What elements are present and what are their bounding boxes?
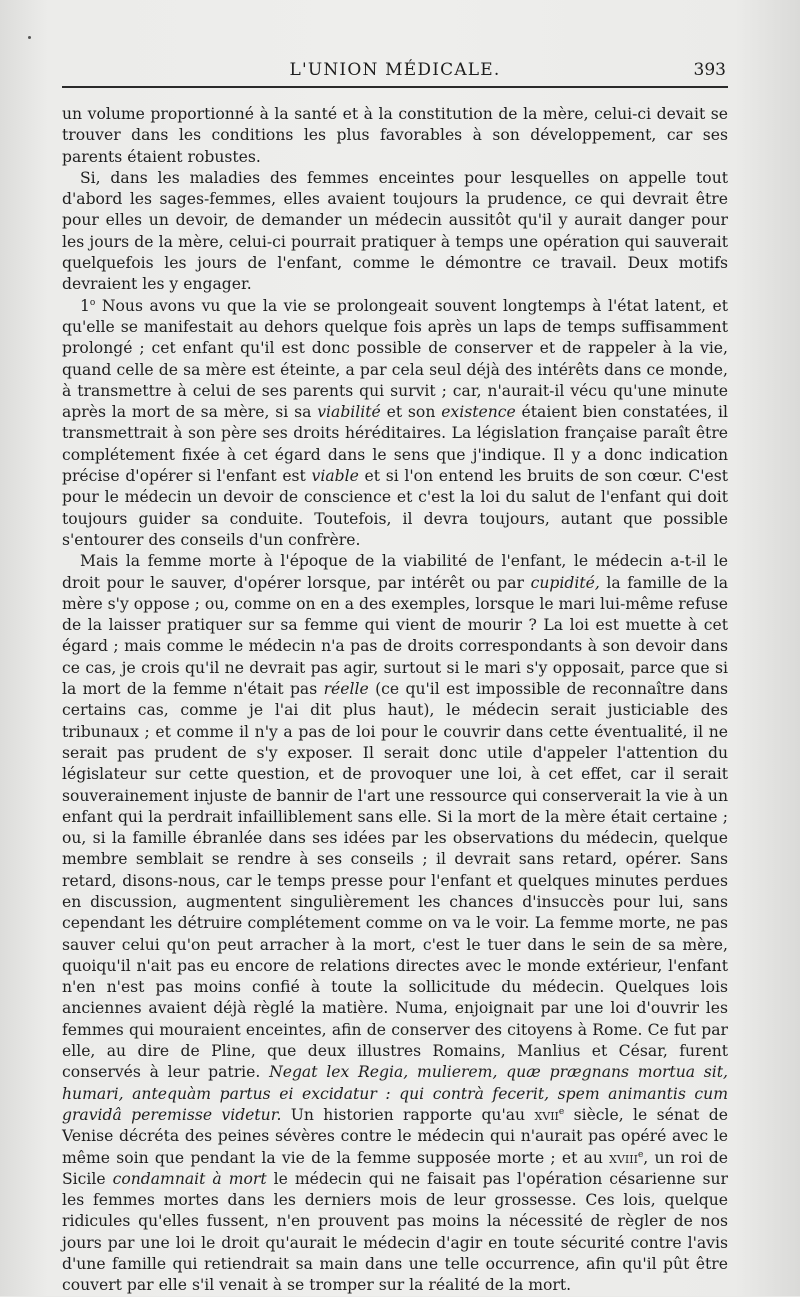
paragraph (62, 551, 728, 1296)
page-header (62, 58, 728, 88)
text-run: et son (380, 403, 442, 422)
text-run: Mais la femme morte à l'époque de la viabilité de l'enfant, le médecin a-t-il le droit pour le sauver, d'opérer lorsque, par intérêt ou par (62, 552, 728, 592)
text-run: étaient bien constatées, il transmettrait à son père ses droits héréditaires. La législation française paraît être complétement fixée à cet égard dans le sens que j'indique. Il y a donc indication précise d'opérer si l'enfant est (62, 403, 728, 486)
text-run: xviii (609, 1148, 638, 1167)
superscript-text: e (637, 1149, 644, 1160)
paragraph (62, 168, 728, 296)
text-run: un volume proportionné à la santé et à la constitution de la mère, celui-ci devait se trouver dans les conditions les plus favorables à son développement, car ses parents étaient robustes. (62, 105, 728, 166)
text-run: 1 (80, 296, 90, 315)
italic-text: viabilité (317, 403, 381, 422)
italic-text: réelle (323, 680, 369, 699)
italic-text: Negat lex Regia, mulierem, quæ prægnans mortua sit, humari, antequàm partus ei excidatur : qui contrà fecerit, spem animantis cum gravidâ peremisse videtur. (62, 1063, 728, 1124)
text-run: la famille de la mère s'y oppose ; ou, comme on en a des exemples, lorsque le mari lui-même refuse de la laisser pratiquer sur sa femme qui vient de mourir ? La loi est muette à cet égard ; mais comme le médecin n'a pas de droits correspondants à son devoir dans ce cas, je crois qu'il ne devrait pas agir, surtout si le mari s'y opposait, parce que si la mort de la femme n'était pas (62, 573, 729, 699)
paragraph (62, 104, 728, 168)
text-run: siècle, le sénat de Venise décréta des peines sévères contre le médecin qui n'aurait pas opéré avec le même soin que pendant la vie de la femme supposée morte ; et au (62, 1105, 728, 1167)
text-run: le médecin qui ne faisait pas l'opération césarienne sur les femmes mortes dans les derniers mois de leur grossesse. Ces lois, quelque ridicules qu'elles fussent, n'en prouvent pas moins la nécessité de règler de nos jours par une loi le droit qu'aurait le médecin d'agir en toute sécurité contre l'avis d'une famille qui retiendrait sa main dans une telle occurrence, afin qu'il pût être couvert par elle s'il venait à se tromper sur la réalité de la mort. (62, 1169, 728, 1295)
text-run: xvii (534, 1105, 559, 1124)
italic-text: existence (441, 403, 516, 422)
page-number: 393 (693, 60, 726, 80)
text-run: , un roi de Sicile (62, 1148, 728, 1188)
running-title: L'UNION MÉDICALE. (289, 60, 501, 80)
italic-text: cupidité, (530, 573, 600, 592)
scan-speck (28, 36, 31, 39)
superscript-text: o (89, 297, 96, 308)
superscript-text: e (558, 1106, 565, 1117)
italic-text: condamnait à mort (112, 1169, 267, 1188)
paragraph (62, 296, 728, 552)
italic-text: viable (311, 467, 359, 486)
text-run: Nous avons vu que la vie se prolongeait souvent longtemps à l'état latent, et qu'elle se manifestait au dehors quelque fois après un laps de temps suffisamment prolongé ; cet enfant qu'il est donc possible de conserver et de rappeler à la vie, quand celle de sa mère est éteinte, a par cela seul déjà des intérêts dans ce monde, à transmettre à celui de ses parents qui survit ; car, n'aurait-il vécu qu'une minute après la mort de sa mère, si sa (62, 296, 728, 422)
article-body (62, 104, 728, 1297)
text-run: (ce qu'il est impossible de reconnaître dans certains cas, comme je l'ai dit plus haut), le médecin serait justiciable des tribunaux ; et comme il n'y a pas de loi pour le couvrir dans cette éventualité, il ne serait pas prudent de s'y exposer. Il serait donc utile d'appeler l'attention du législateur sur cette question, et de provoquer une loi, à cet effet, car il serait souverainement injuste de bannir de l'art une ressource qui conserverait la vie à un enfant qui la perdrait infailliblement sans elle. Si la mort de la mère était certaine ; ou, si la famille ébranlée dans ses idées par les observations du médecin, quelque membre semblait se rendre à ses conseils ; il devrait sans retard, opérer. Sans retard, disons-nous, car le temps presse pour l'enfant et quelques minutes perdues en discussion, augmentent singulièrement les chances d'insuccès pour lui, sans cependant les détruire complétement comme on va le voir. La femme morte, ne pas sauver celui qu'on peut arracher à la mort, c'est le tuer dans le sein de sa mère, quoiqu'il n'ait pas eu encore de relations directes avec le monde extérieur, l'enfant n'en n'est pas moins confié à toute la sollicitude du médecin. Quelques lois anciennes avaient déjà règlé la matière. Numa, enjoignait par une loi d'ouvrir les femmes qui mouraient enceintes, afin de conserver des citoyens à Rome. Ce fut par elle, au dire de Pline, que deux illustres Romains, Manlius et César, furent conservés à leur patrie. (62, 680, 728, 1082)
text-run: et si l'on entend les bruits de son cœur. C'est pour le médecin un devoir de conscience et c'est la loi du salut de l'enfant qui doit toujours guider sa conduite. Toutefois, il devra toujours, autant que possible s'entourer des conseils d'un confrère. (62, 467, 728, 549)
text-run: Un historien rapporte qu'au (281, 1105, 535, 1124)
text-run: Si, dans les maladies des femmes enceintes pour lesquelles on appelle tout d'abord les sages-femmes, elles avaient toujours la prudence, ce qui devrait être pour elles un devoir, de demander un médecin aussitôt qu'il y aurait danger pour les jours de la mère, celui-ci pourrait pratiquer à temps une opération qui sauverait quelquefois les jours de l'enfant, comme le démontre ce travail. Deux motifs devraient les y engager. (62, 168, 728, 294)
